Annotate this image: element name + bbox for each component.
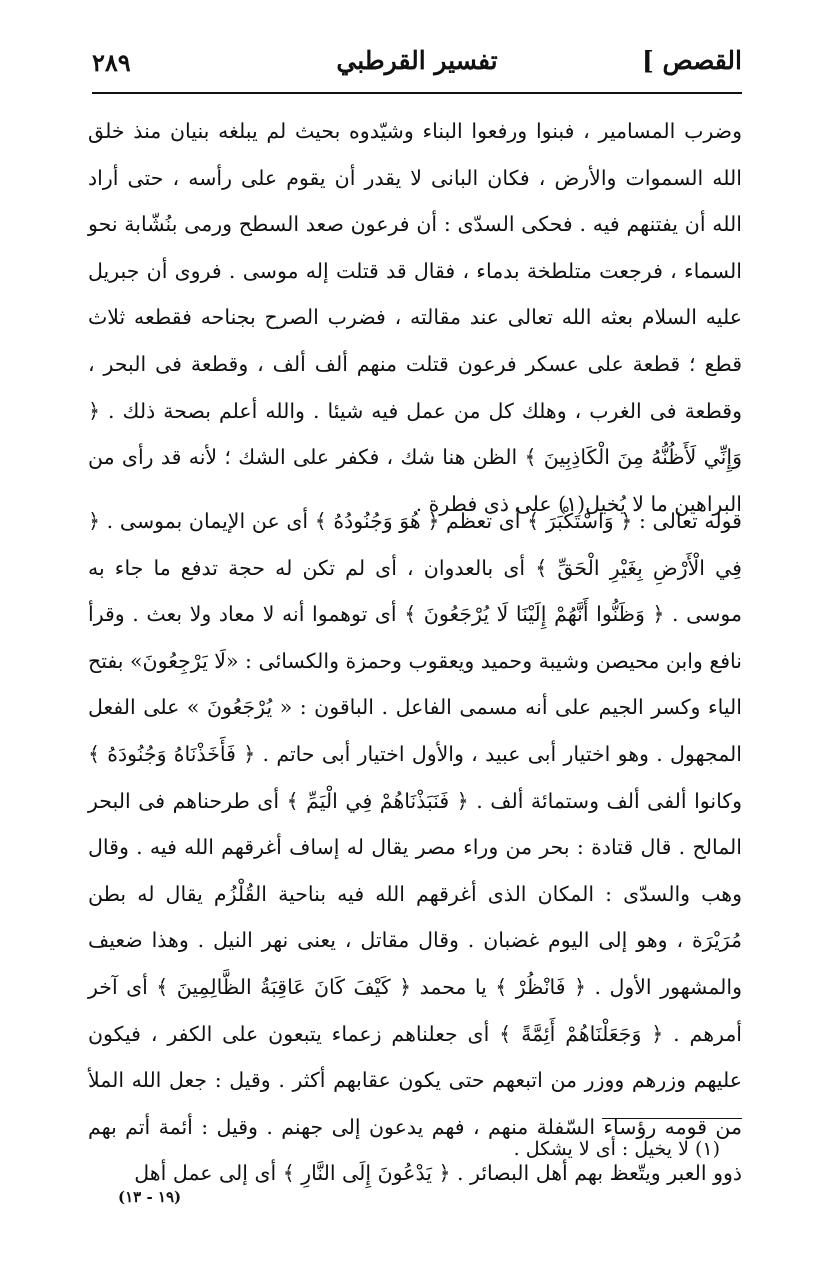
footnote: (١) لا يخيل : أى لا يشكل .: [513, 1138, 720, 1160]
page-header: [92, 42, 742, 88]
signature-mark: (١٩ - ١٣): [118, 1188, 182, 1206]
body-paragraph-2: قوله تعالى : ﴿ وَاسْتَكْبَرَ ﴾ أى تعظم ﴿ هُوَ وَجُنُودُهُ ﴾ أى عن الإيمان بموسى . ﴿ فِي الْأَرْضِ بِغَيْرِ الْحَقِّ ﴾ أى بالعدوان ، أى لم تكن له حجة تدفع ما جاء به موسى . ﴿ وَظَنُّوا أَنَّهُمْ إِلَيْنَا لَا يُرْجَعُونَ ﴾ أى توهموا أنه لا معاد ولا بعث . وقرأ نافع وابن محيصن وشيبة وحميد ويعقوب وحمزة والكسائى : «لَا يَرْجِعُونَ» بفتح الياء وكسر الجيم على أنه مسمى الفاعل . الباقون : « يُرْجَعُونَ » على الفعل المجهول . وهو اختيار أبى عبيد ، والأول اختيار أبى حاتم . ﴿ فَأَخَذْنَاهُ وَجُنُودَهُ ﴾ وكانوا ألفى ألف وستمائة ألف . ﴿ فَنَبَذْنَاهُمْ فِي الْيَمِّ ﴾ أى طرحناهم فى البحر المالح . قال قتادة : بحر من وراء مصر يقال له إساف أغرقهم الله فيه . وقال وهب والسدّى : المكان الذى أغرقهم الله فيه بناحية القُلْزُم يقال له بطن مُرَيْرَة ، وهو إلى اليوم غضبان . وقال مقاتل ، يعنى نهر النيل . وهذا ضعيف والمشهور الأول . ﴿ فَانْظُرْ ﴾ يا محمد ﴿ كَيْفَ كَانَ عَاقِبَةُ الظَّالِمِينَ ﴾ أى آخر أمرهم . ﴿ وَجَعَلْنَاهُمْ أَئِمَّةً ﴾ أى جعلناهم زعماء يتبعون على الكفر ، فيكون عليهم وزرهم ووزر من اتبعهم حتى يكون عقابهم أكثر . وقيل : جعل الله الملأ من قومه رؤساء السّفلة منهم ، فهم يدعون إلى جهنم . وقيل : أئمة أتم بهم ذوو العبر ويتّعظ بهم أهل البصائر . ﴿ يَدْعُونَ إِلَى النَّارِ ﴾ أى إلى عمل أهل: [88, 509, 742, 1186]
body-paragraph-1: وضرب المسامير ، فبنوا ورفعوا البناء وشيّدوه بحيث لم يبلغه بنيان منذ خلق الله السموات والأرض ، فكان البانى لا يقدر أن يقوم على رأسه ، حتى أراد الله أن يفتنهم فيه . فحكى السدّى : أن فرعون صعد السطح ورمى بنُشّابة نحو السماء ، فرجعت متلطخة بدماء ، فقال قد قتلت إله موسى . فروى أن جبريل عليه السلام بعثه الله تعالى عند مقالته ، فضرب الصرح بجناحه فقطعه ثلاث قطع ؛ قطعة على عسكر فرعون قتلت منهم ألف ألف ، وقطعة فى البحر ، وقطعة فى الغرب ، وهلك كل من عمل فيه شيئا . والله أعلم بصحة ذلك . ﴿ وَإِنِّي لَأَظُنُّهُ مِنَ الْكَاذِبِينَ ﴾ الظن هنا شك ، فكفر على الشك ؛ لأنه قد رأى من البراهين ما لا يُخيل(١) على ذى فطرة .: [88, 119, 742, 516]
header-rule: [92, 92, 742, 94]
page-number: ٢٨٩: [92, 48, 131, 77]
footnote-rule: [602, 1118, 742, 1119]
surah-name: القصص ]: [641, 46, 742, 75]
book-title: تفسير القرطبي: [336, 46, 498, 75]
